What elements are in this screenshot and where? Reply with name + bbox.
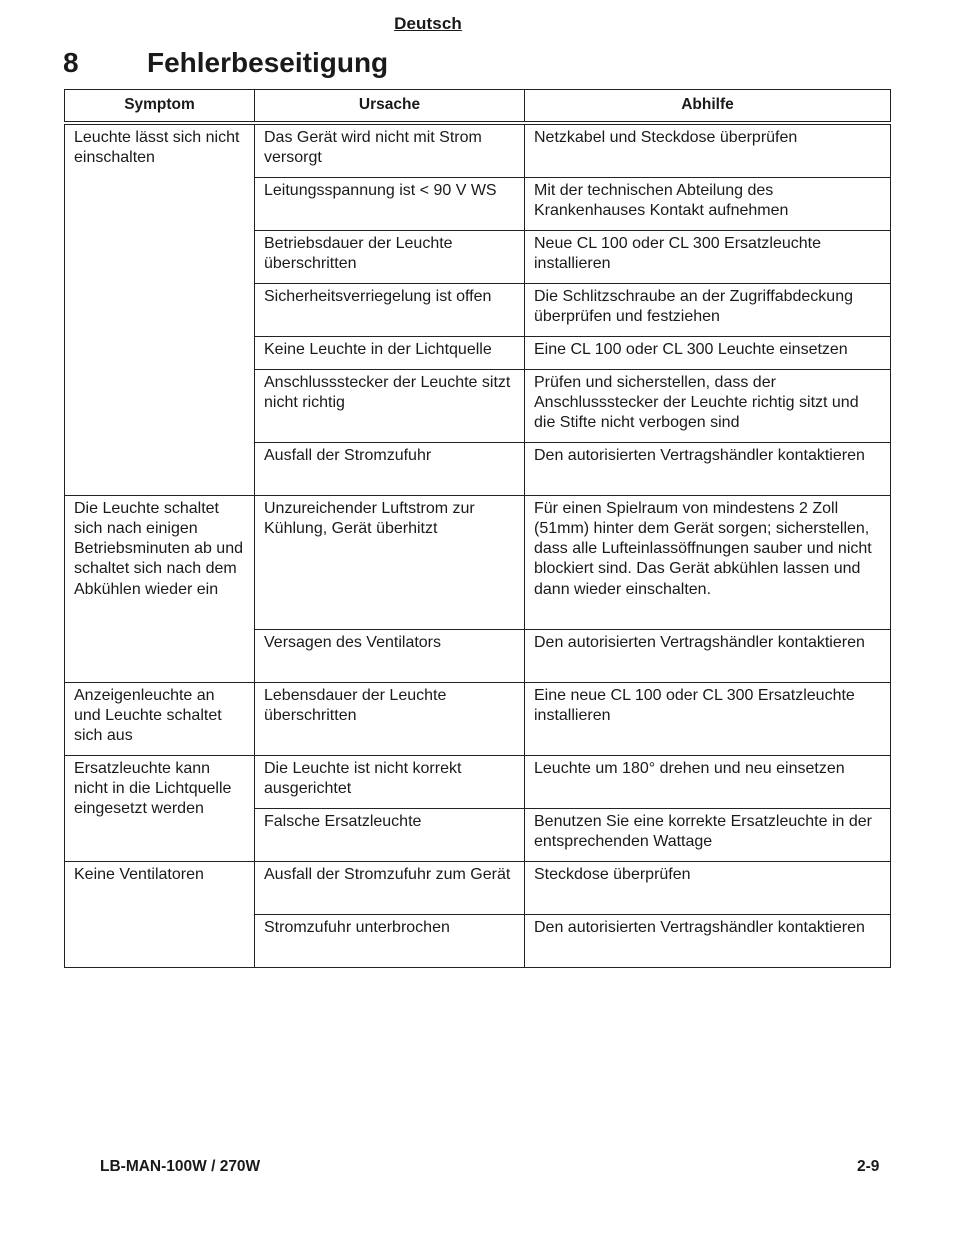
remedy-cell: Neue CL 100 oder CL 300 Ersatzleuchte installieren (525, 230, 891, 283)
symptom-cell: Leuchte lässt sich nicht einschalten (65, 123, 255, 495)
cause-cell: Leitungsspannung ist < 90 V WS (255, 177, 525, 230)
cause-cell: Ausfall der Stromzufuhr (255, 442, 525, 495)
table-row (65, 755, 891, 808)
cause-cell: Stromzufuhr unterbrochen (255, 914, 525, 967)
cause-cell: Unzureichender Luftstrom zur Kühlung, Gerät überhitzt (255, 495, 525, 629)
remedy-cell: Eine neue CL 100 oder CL 300 Ersatzleuchte installieren (525, 682, 891, 755)
table-header-row (65, 90, 891, 124)
language-header: Deutsch (394, 14, 462, 33)
table-row (65, 682, 891, 755)
remedy-cell: Prüfen und sicherstellen, dass der Anschlussstecker der Leuchte richtig sitzt und die Stifte nicht verbogen sind (525, 369, 891, 442)
symptom-cell: Anzeigenleuchte an und Leuchte schaltet sich aus (65, 682, 255, 755)
remedy-cell: Leuchte um 180° drehen und neu einsetzen (525, 755, 891, 808)
section-title: Fehlerbeseitigung (147, 47, 389, 78)
remedy-cell: Mit der technischen Abteilung des Krankenhauses Kontakt aufnehmen (525, 177, 891, 230)
table-row (65, 861, 891, 914)
cause-cell: Sicherheitsverriegelung ist offen (255, 283, 525, 336)
remedy-cell: Den autorisierten Vertragshändler kontaktieren (525, 914, 891, 967)
remedy-cell: Benutzen Sie eine korrekte Ersatzleuchte in der entsprechenden Wattage (525, 808, 891, 861)
column-header-remedy: Abhilfe (525, 90, 891, 124)
troubleshooting-table (64, 89, 891, 968)
remedy-cell: Den autorisierten Vertragshändler kontaktieren (525, 629, 891, 682)
section-number: 8 (63, 47, 79, 78)
symptom-cell: Keine Ventilatoren (65, 861, 255, 967)
table-row (65, 495, 891, 629)
symptom-cell: Die Leuchte schaltet sich nach einigen Betriebsminuten ab und schaltet sich nach dem Abkühlen wieder ein (65, 495, 255, 682)
cause-cell: Die Leuchte ist nicht korrekt ausgerichtet (255, 755, 525, 808)
remedy-cell: Für einen Spielraum von mindestens 2 Zoll (51mm) hinter dem Gerät sorgen; sicherstellen, dass alle Lufteinlassöffnungen sauber und nicht blockiert sind. Das Gerät abkühlen lassen und dann wieder einschalten. (525, 495, 891, 629)
section-heading (63, 44, 388, 82)
remedy-cell: Eine CL 100 oder CL 300 Leuchte einsetzen (525, 336, 891, 369)
column-header-cause: Ursache (255, 90, 525, 124)
cause-cell: Versagen des Ventilators (255, 629, 525, 682)
cause-cell: Anschlussstecker der Leuchte sitzt nicht richtig (255, 369, 525, 442)
cause-cell: Lebensdauer der Leuchte überschritten (255, 682, 525, 755)
cause-cell: Ausfall der Stromzufuhr zum Gerät (255, 861, 525, 914)
table-row (65, 123, 891, 177)
remedy-cell: Den autorisierten Vertragshändler kontaktieren (525, 442, 891, 495)
footer-document-id: LB-MAN-100W / 270W (100, 1158, 261, 1175)
cause-cell: Falsche Ersatzleuchte (255, 808, 525, 861)
cause-cell: Das Gerät wird nicht mit Strom versorgt (255, 123, 525, 177)
remedy-cell: Steckdose überprüfen (525, 861, 891, 914)
column-header-symptom: Symptom (65, 90, 255, 124)
remedy-cell: Netzkabel und Steckdose überprüfen (525, 123, 891, 177)
footer-page-number: 2-9 (857, 1158, 880, 1175)
symptom-cell: Ersatzleuchte kann nicht in die Lichtquelle eingesetzt werden (65, 755, 255, 861)
cause-cell: Betriebsdauer der Leuchte überschritten (255, 230, 525, 283)
cause-cell: Keine Leuchte in der Lichtquelle (255, 336, 525, 369)
remedy-cell: Die Schlitzschraube an der Zugriffabdeckung überprüfen und festziehen (525, 283, 891, 336)
